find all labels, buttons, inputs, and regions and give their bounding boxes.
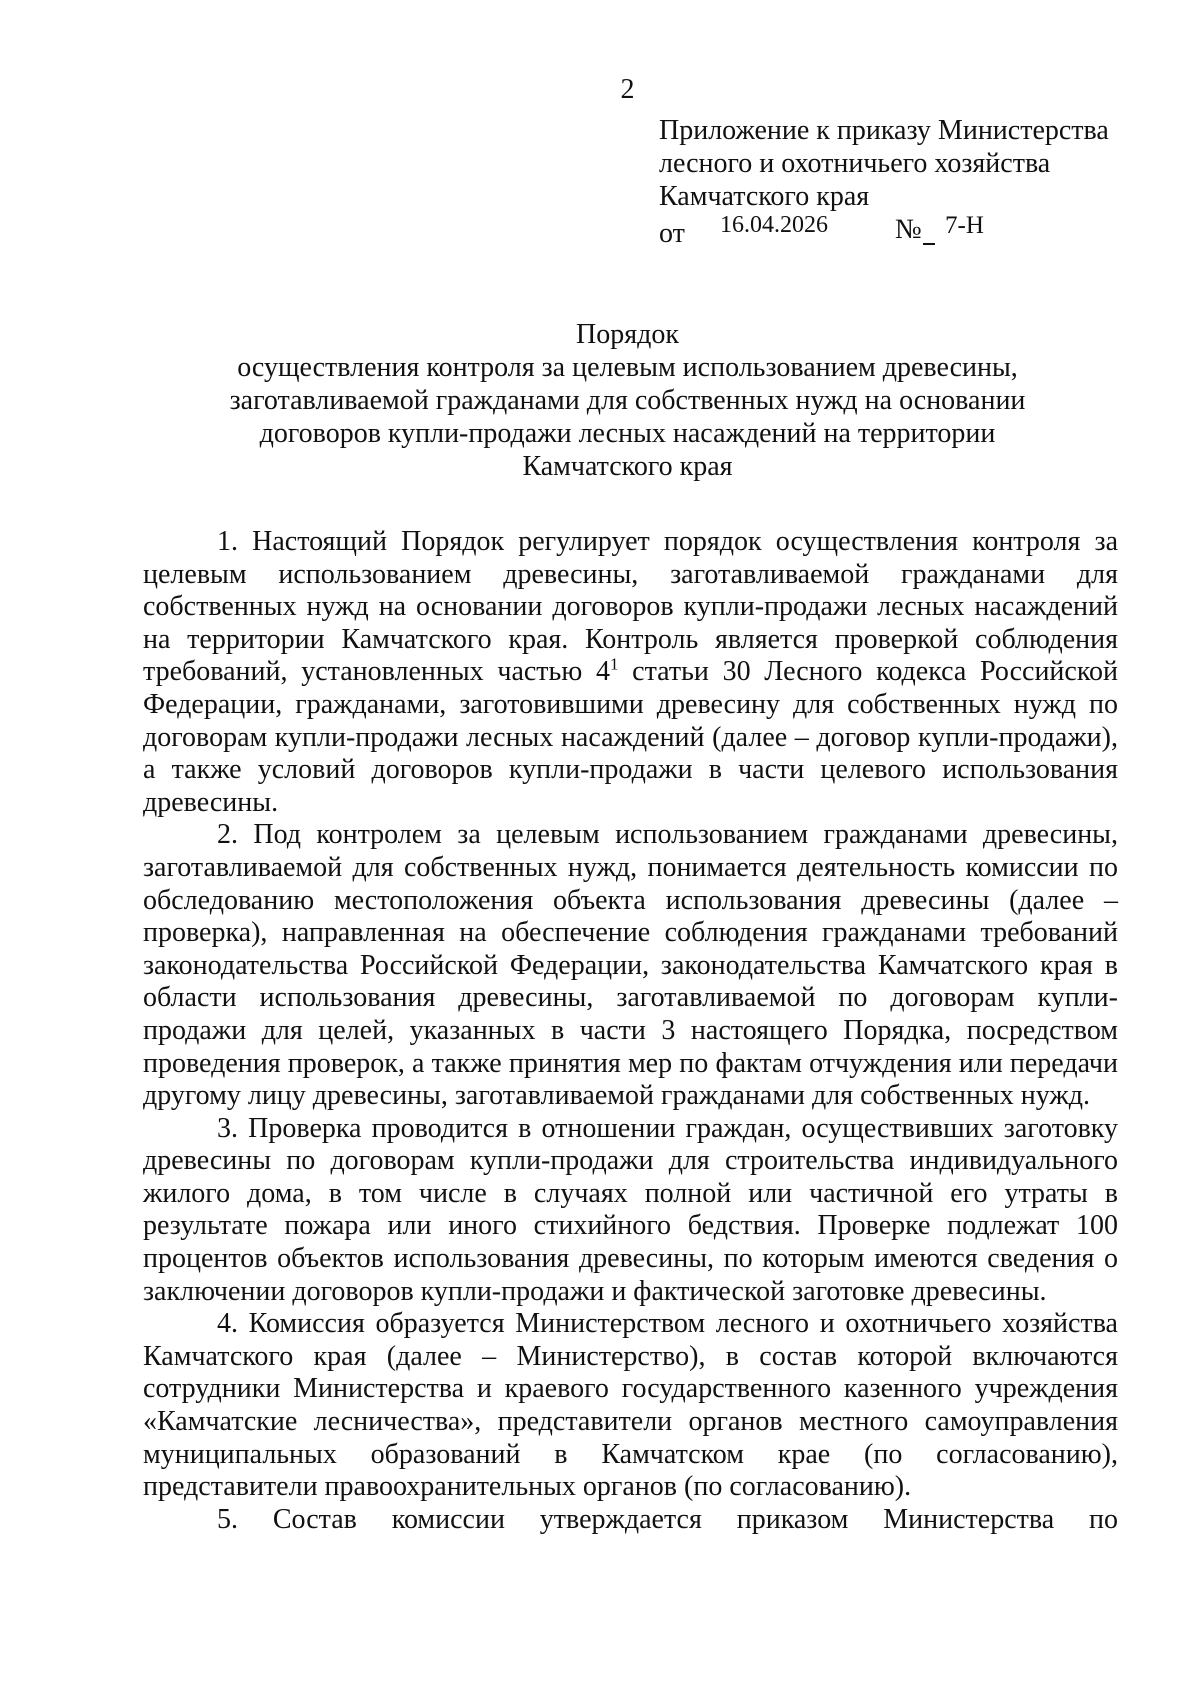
appendix-header: [659, 114, 1179, 249]
paragraph-1-text-b: статьи 30 Лесного кодекса Российской Федерации, гражданами, заготовившими древесину для собственных нужд по договорам купли-продажи лесных насаждений (далее – договор купли-продажи), а также условий договоров купли-продажи в части целевого использования древесины.: [143, 656, 1119, 818]
number-sign: [895, 213, 922, 246]
superscript-1: 1: [609, 655, 619, 675]
number-sign-text: №: [895, 214, 922, 245]
appendix-line-2: лесного и охотничьего хозяйства: [659, 148, 1051, 179]
paragraph-4: 4. Комиссия образуется Министерством лесного и охотничьего хозяйства Камчатского края (далее – Министерство), в состав которой включаются сотрудники Министерства и краевого государственного казенного учреждения «Камчатские лесничества», представители органов местного самоуправления муниципальных образований в Камчатском крае (по согласованию), представители правоохранительных органов (по согласованию).: [143, 1308, 1118, 1503]
appendix-line-3: Камчатского края: [659, 181, 870, 212]
paragraph-1: [143, 526, 1118, 819]
document-body: [143, 526, 1118, 1536]
paragraph-2: 2. Под контролем за целевым использованием гражданами древесины, заготавливаемой для собственных нужд, понимается деятельность комиссии по обследованию местоположения объекта использования древесины (далее – проверка), направленная на обеспечение соблюдения гражданами требований законодательства Российской Федерации, законодательства Камчатского края в области использования древесины, заготавливаемой по договорам купли-продажи для целей, указанных в части 3 настоящего Порядка, посредством проведения проверок, а также принятия мер по фактам отчуждения или передачи другому лицу древесины, заготавливаемой гражданами для собственных нужд.: [143, 819, 1118, 1112]
from-label: от: [659, 218, 685, 249]
order-date-number: [659, 212, 1179, 249]
number-sign-underline: [923, 243, 935, 245]
page-number: 2: [620, 74, 635, 105]
title-line-1: Порядок: [576, 319, 679, 350]
order-number: 7-Н: [945, 212, 984, 239]
document-title: [140, 318, 1115, 483]
paragraph-1-text-a: 1. Настоящий Порядок регулирует порядок осуществления контроля за целевым использованием древесины, заготавливаемой гражданами для собственных нужд на основании договоров купли-продажи лесных насаждений на территории Камчатского края. Контроль является проверкой соблюдения требований, установленных частью 4: [143, 526, 1118, 688]
title-line-5: Камчатского края: [522, 451, 733, 482]
paragraph-5: 5. Состав комиссии утверждается приказом Министерства по: [217, 1503, 1118, 1535]
appendix-line-1: Приложение к приказу Министерства: [659, 115, 1109, 146]
title-line-3: заготавливаемой гражданами для собственных нужд на основании: [229, 385, 1026, 416]
order-date: 16.04.2026: [720, 212, 828, 238]
title-line-2: осуществления контроля за целевым использованием древесины,: [237, 352, 1018, 383]
paragraph-3: 3. Проверка проводится в отношении граждан, осуществивших заготовку древесины по договорам купли-продажи для строительства индивидуального жилого дома, в том числе в случаях полной или частичной его утраты в результате пожара или иного стихийного бедствия. Проверке подлежат 100 процентов объектов использования древесины, по которым имеются сведения о заключении договоров купли-продажи и фактической заготовке древесины.: [143, 1112, 1118, 1307]
title-line-4: договоров купли-продажи лесных насаждений на территории: [259, 418, 996, 449]
